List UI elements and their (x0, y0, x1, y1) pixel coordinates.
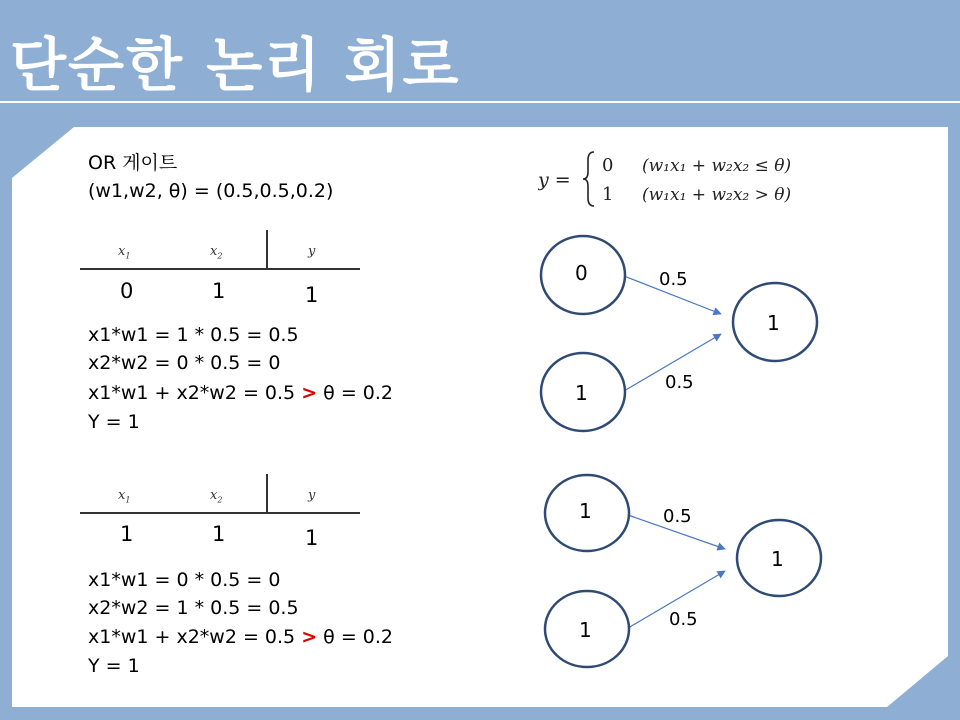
diagram1-weight-bottom: 0.5 (665, 372, 694, 393)
gate-heading: OR 게이트 (88, 152, 178, 174)
diagram2-input-bottom-label: 1 (579, 618, 592, 642)
calc2-sum: x1*w1 + x2*w2 = 0.5 > θ = 0.2 (88, 626, 393, 648)
diagram1-weight-top: 0.5 (659, 269, 688, 290)
slide-title: 단순한 논리 회로 (10, 31, 461, 99)
table2-header-y: y (308, 488, 316, 503)
formula-case0-value: 0 (602, 155, 614, 176)
table1-x2-value: 1 (212, 279, 226, 303)
formula-lhs: y = (538, 169, 571, 191)
formula-case0-condition: (w₁x₁ + w₂x₂ ≤ θ) (642, 156, 792, 176)
table2-header-x2: $x_2$ (210, 488, 223, 505)
diagram2-output-label: 1 (771, 547, 784, 571)
table1-x1-value: 0 (120, 279, 134, 303)
table1-y-value: 1 (305, 283, 319, 307)
diagram2-weight-bottom: 0.5 (669, 609, 698, 630)
perceptron-diagram-1 (541, 236, 817, 431)
formula-case1-value: 1 (602, 184, 614, 205)
table1-header-y: y (308, 244, 316, 259)
table2-x1-value: 1 (120, 522, 134, 546)
calc1-line1: x1*w1 = 1 * 0.5 = 0.5 (88, 324, 299, 346)
perceptron-diagram-2 (545, 475, 821, 667)
calc2-result: Y = 1 (88, 655, 140, 677)
diagram2-weight-top: 0.5 (663, 506, 692, 527)
calc2-line1: x1*w1 = 0 * 0.5 = 0 (88, 569, 281, 591)
table2-header-x1: $x_1$ (118, 488, 131, 505)
diagram1-output-label: 1 (767, 311, 780, 335)
table1-header-x1: $x_1$ (118, 244, 131, 261)
table2-y-value: 1 (305, 526, 319, 550)
diagram2-input-top-label: 1 (579, 499, 592, 523)
calc1-result: Y = 1 (88, 411, 140, 433)
formula-case1-condition: (w₁x₁ + w₂x₂ > θ) (642, 185, 792, 205)
calc1-line2: x2*w2 = 0 * 0.5 = 0 (88, 352, 281, 374)
calc2-line2: x2*w2 = 1 * 0.5 = 0.5 (88, 597, 299, 619)
table2-x2-value: 1 (212, 522, 226, 546)
table1-header-x2: $x_2$ (210, 244, 223, 261)
diagram1-input-top-label: 0 (575, 261, 588, 285)
calc1-sum: x1*w1 + x2*w2 = 0.5 > θ = 0.2 (88, 382, 393, 404)
gate-params: (w1,w2, θ) = (0.5,0.5,0.2) (88, 180, 334, 202)
diagram1-input-bottom-label: 1 (575, 381, 588, 405)
